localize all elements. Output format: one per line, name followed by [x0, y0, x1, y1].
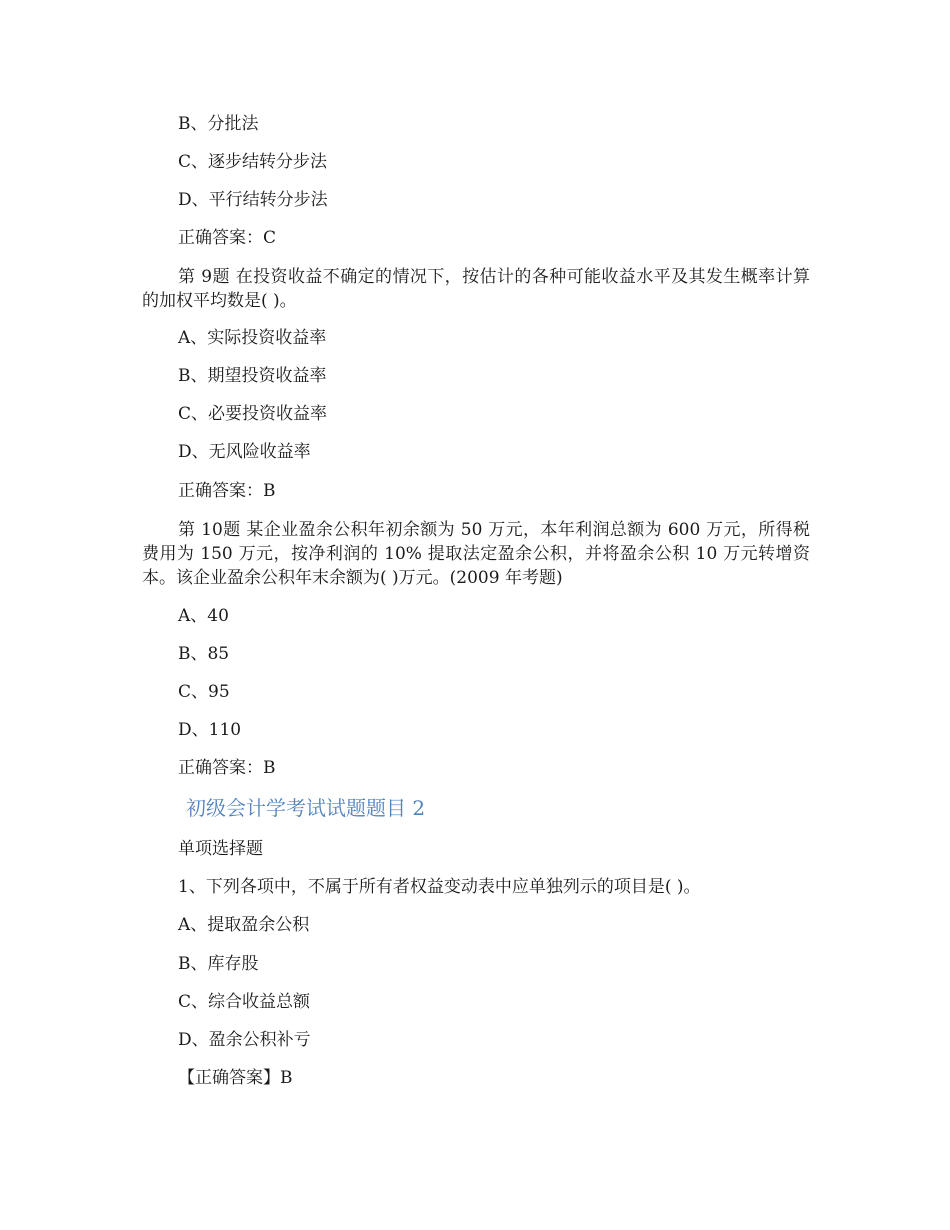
q9-option-c: C、必要投资收益率: [178, 404, 328, 424]
q1-answer: 【正确答案】B: [178, 1068, 293, 1088]
q9-option-b: B、期望投资收益率: [178, 366, 327, 386]
question-10: 第 10题 某企业盈余公积年初余额为 50 万元，本年利润总额为 600 万元，所得税费用为 150 万元，按净利润的 10% 提取法定盈余公积，并将盈余公积 10 万元转增资本。该企业盈余公积年末余额为( )万元。(2009 年考题): [142, 520, 810, 588]
section-heading: 初级会计学考试试题题目 2: [186, 796, 426, 820]
option-c: C、逐步结转分步法: [178, 152, 328, 172]
section-subheading: 单项选择题: [178, 839, 263, 859]
option-b: B、分批法: [178, 114, 259, 134]
q1-option-d: D、盈余公积补亏: [178, 1030, 311, 1050]
q10-option-b: B、85: [178, 644, 230, 664]
q1-option-a: A、提取盈余公积: [178, 915, 310, 935]
q10-option-d: D、110: [178, 720, 242, 740]
question-9: 第 9题 在投资收益不确定的情况下，按估计的各种可能收益水平及其发生概率计算的加权平均数是( )。: [142, 267, 810, 311]
q10-option-a: A、40: [178, 606, 229, 626]
answer: 正确答案：C: [178, 228, 277, 248]
q9-option-d: D、无风险收益率: [178, 442, 311, 462]
q1-option-b: B、库存股: [178, 954, 259, 974]
q9-answer: 正确答案：B: [178, 481, 276, 501]
q9-option-a: A、实际投资收益率: [178, 328, 327, 348]
question-1: 1、下列各项中，不属于所有者权益变动表中应单独列示的项目是( )。: [178, 877, 701, 897]
q1-option-c: C、综合收益总额: [178, 992, 311, 1012]
q10-answer: 正确答案：B: [178, 758, 276, 778]
q10-option-c: C、95: [178, 682, 230, 702]
option-d: D、平行结转分步法: [178, 190, 328, 210]
